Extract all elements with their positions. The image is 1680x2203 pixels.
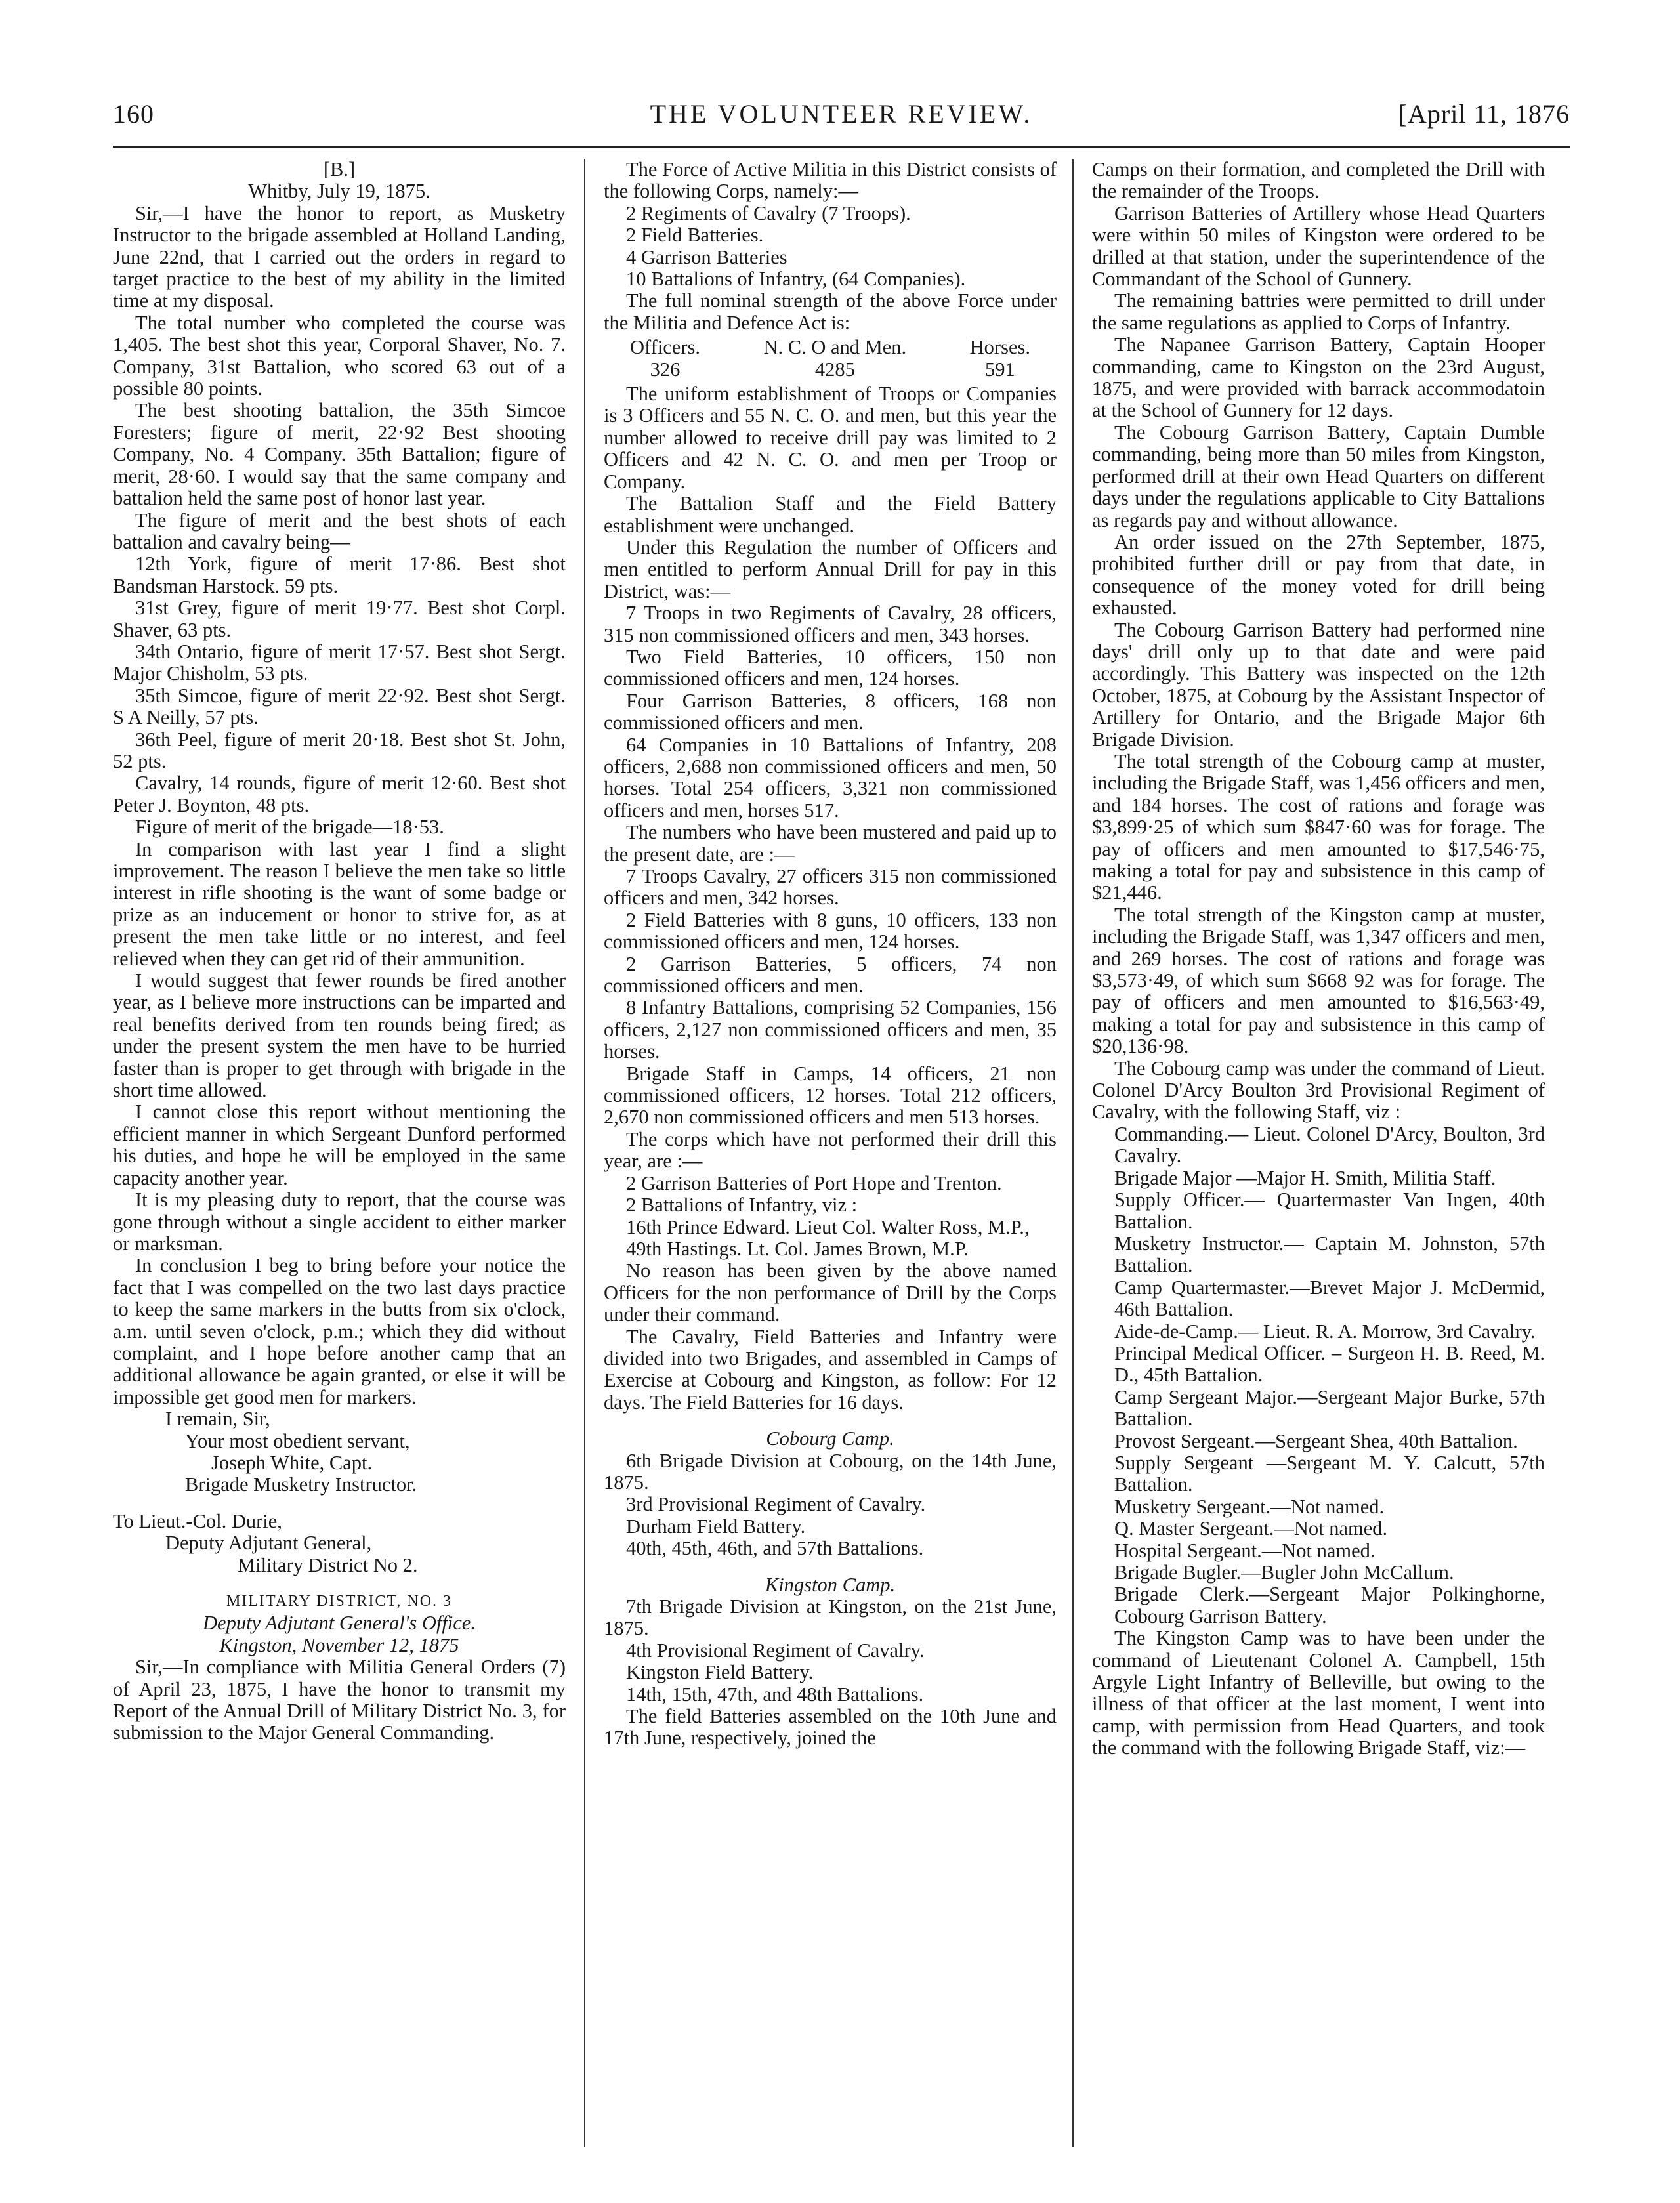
paragraph: The Napanee Garrison Battery, Captain Hooper commanding, came to Kingston on the 23rd August, 1875, and were provided with barrack accommodatoin at the School of Gunnery for 12 days. [1092,333,1545,422]
staff-entry: Principal Medical Officer. – Surgeon H. B. Reed, M. D., 45th Battalion. [1114,1341,1545,1387]
list-item: 40th, 45th, 46th, and 57th Battalions. [626,1537,924,1560]
staff-entry: Brigade Major —Major H. Smith, Militia Staff. [1114,1166,1496,1189]
paragraph: Sir,—I have the honor to report, as Musketry Instructor to the brigade assembled at Holland Landing, June 22nd, that I carried out the orders in regard to target practice to the best of my ability in the limited time at my disposal. [113,201,566,312]
paragraph: 2 Battalions of Infantry, viz : [626,1194,858,1217]
page-number: 160 [113,99,154,129]
paragraph: The uniform establishment of Troops or Companies is 3 Officers and 55 N. C. O. and men, but this year the number allowed to receive drill pay was limited to 2 Officers and 42 N. C. O. and men per Troop or Company. [604,383,1057,493]
paragraph: No reason has been given by the above named Officers for the non performance of Drill by the Corps under their command. [604,1259,1057,1326]
table-header: Officers. [630,336,700,359]
staff-entry: Commanding.— Lieut. Colonel D'Arcy, Boulton, 3rd Cavalry. [1114,1122,1545,1167]
paragraph: 16th Prince Edward. Lieut Col. Walter Ross, M.P., [626,1215,1030,1238]
addressee-line: To Lieut.-Col. Durie, [113,1509,282,1532]
paragraph: 12th York, figure of merit 17·86. Best shot Bandsman Harstock. 59 pts. [113,553,566,597]
paragraph: 7 Troops in two Regiments of Cavalry, 28 officers, 315 non commissioned officers and men, 343 horses. [604,602,1057,646]
paragraph: 35th Simcoe, figure of merit 22·92. Best shot Sergt. S A Neilly, 57 pts. [113,684,566,729]
paragraph: 2 Garrison Batteries, 5 officers, 74 non commissioned officers and men. [604,952,1057,997]
paragraph: The Cobourg camp was under the command of Lieut. Colonel D'Arcy Boulton 3rd Provisional Regiment of Cavalry, with the following Staff, viz : [1092,1057,1545,1123]
column-2 [604,159,1057,2154]
table-cell: 4285 [814,358,855,381]
paragraph: It is my pleasing duty to report, that the course was gone through without a single accident to either marker or marksman. [113,1188,566,1255]
staff-entry: Brigade Clerk.—Sergeant Major Polkinghorne, Cobourg Garrison Battery. [1114,1583,1545,1627]
staff-entry: Supply Sergeant —Sergeant M. Y. Calcutt, 57th Battalion. [1114,1451,1545,1496]
paragraph: The Force of Active Militia in this District consists of the following Corps, namely:— [604,159,1057,203]
paragraph: The remaining battries were permitted to drill under the same regulations as applied to Corps of Infantry. [1092,289,1545,334]
section-tag: [B.] [323,159,356,180]
paragraph: Two Field Batteries, 10 officers, 150 non commissioned officers and men, 124 horses. [604,645,1057,690]
table-header: Horses. [969,336,1030,359]
paragraph: The best shooting battalion, the 35th Simcoe Foresters; figure of merit, 22·92 Best shooting Company, No. 4 Company. 35th Battalion; figure of merit, 28·60. I would say that the same company and battalion held the same post of honor last year. [113,399,566,510]
staff-entry: Musketry Instructor.— Captain M. Johnston, 57th Battalion. [1114,1232,1545,1277]
list-item: 4 Garrison Batteries [626,245,788,268]
staff-entry: Q. Master Sergeant.—Not named. [1114,1517,1388,1540]
staff-entry: Musketry Sergeant.—Not named. [1114,1495,1385,1518]
table-header: N. C. O and Men. [763,336,907,359]
paragraph: 49th Hastings. Lt. Col. James Brown, M.P. [626,1237,969,1260]
page-header [113,98,1570,144]
paragraph: An order issued on the 27th September, 1875, prohibited further drill or pay from that date, in consequence of the money voted for drill being exhausted. [1092,530,1545,619]
paragraph: The Cobourg Garrison Battery had performed nine days' drill only up to that date and were paid accordingly. This Battery was inspected on the 12th October, 1875, at Cobourg by the Assistant Inspector of Artillery for Ontario, and the Brigade Major 6th Brigade Division. [1092,618,1545,751]
dateline: Whitby, July 19, 1875. [248,180,430,203]
paragraph: 31st Grey, figure of merit 19·77. Best shot Corpl. Shaver, 63 pts. [113,597,566,641]
staff-entry: Brigade Bugler.—Bugler John McCallum. [1114,1561,1454,1584]
paragraph: I would suggest that fewer rounds be fired another year, as I believe more instructions can be imparted and real benefits derived from ten rounds being fired; as under the present system the men have to be hurried faster than is proper to get through with brigade in the short time allowed. [113,969,566,1102]
paragraph: The total number who completed the course was 1,405. The best shot this year, Corporal Shaver, No. 7. Company, 31st Battalion, who scored 63 out of a possible 80 points. [113,311,566,400]
camp-heading: Kingston Camp. [765,1573,896,1596]
paragraph: 34th Ontario, figure of merit 17·57. Best shot Sergt. Major Chisholm, 53 pts. [113,640,566,685]
header-rule [113,146,1570,148]
list-item: Kingston Field Battery. [626,1661,814,1684]
signature-line: Your most obedient servant, [185,1429,410,1452]
addressee-line: Military District No 2. [238,1553,418,1576]
paragraph: The Cavalry, Field Batteries and Infantry were divided into two Brigades, and assembled in Camps of Exercise at Cobourg and Kingston, as follow: For 12 days. The Field Batteries for 16 days. [604,1325,1057,1414]
paragraph: The corps which have not performed their drill this year, are :— [604,1127,1057,1173]
strength-column [763,337,906,381]
paragraph: 2 Field Batteries with 8 guns, 10 officers, 133 non commissioned officers and men, 124 horses. [604,908,1057,954]
paragraph: 36th Peel, figure of merit 20·18. Best shot St. John, 52 pts. [113,728,566,772]
strength-table [604,334,1057,383]
staff-entry: Provost Sergeant.—Sergeant Shea, 40th Battalion. [1114,1429,1518,1452]
office-heading: Deputy Adjutant General's Office. [203,1612,476,1635]
column-divider [584,159,585,2147]
staff-entry: Hospital Sergeant.—Not named. [1114,1539,1376,1562]
paragraph: I cannot close this report without mentioning the efficient manner in which Sergeant Dunford performed his duties, and hope he will be employed in the same capacity another year. [113,1101,566,1189]
table-cell: 326 [650,358,681,381]
signature-name: Joseph White, Capt. [211,1451,373,1474]
strength-column [630,337,700,381]
list-item: 4th Provisional Regiment of Cavalry. [626,1639,925,1662]
office-dateline: Kingston, November 12, 1875 [219,1633,459,1656]
list-item: 3rd Provisional Regiment of Cavalry. [626,1493,926,1516]
list-item: 14th, 15th, 47th, and 48th Battalions. [626,1683,924,1706]
camp-heading: Cobourg Camp. [766,1427,894,1450]
paragraph: 64 Companies in 10 Battalions of Infantry, 208 officers, 2,688 non commissioned officers and men, 50 horses. Total 254 officers, 3,321 non commissioned officers and men, horses 517. [604,733,1057,822]
paragraph: Under this Regulation the number of Officers and men entitled to perform Annual Drill for pay in this District, was:— [604,535,1057,602]
newspaper-title: THE VOLUNTEER REVIEW. [650,99,1033,129]
column-divider [1072,159,1074,2147]
paragraph: Sir,—In compliance with Militia General Orders (7) of April 23, 1875, I have the honor to transmit my Report of the Annual Drill of Military District No. 3, for submission to the Major General Commanding. [113,1656,566,1744]
column-1 [113,159,566,2154]
staff-entry: Camp Sergeant Major.—Sergeant Major Burke, 57th Battalion. [1114,1385,1545,1431]
paragraph: The field Batteries assembled on the 10th June and 17th June, respectively, joined the [604,1705,1057,1750]
paragraph: The Cobourg Garrison Battery, Captain Dumble commanding, being more than 50 miles from Kingston, performed drill at their own Head Quarters on different days under the regulations applicable to City Battalions as regards pay and without allowance. [1092,421,1545,532]
section-heading: MILITARY DISTRICT, NO. 3 [226,1593,453,1610]
list-item: 10 Battalions of Infantry, (64 Companies). [626,268,966,291]
signature-title: Brigade Musketry Instructor. [185,1473,417,1496]
paragraph: Camps on their formation, and completed the Drill with the remainder of the Troops. [1092,159,1545,203]
paragraph: The full nominal strength of the above Force under the Militia and Defence Act is: [604,289,1057,334]
strength-column [970,337,1030,381]
paragraph: 7 Troops Cavalry, 27 officers 315 non commissioned officers and men, 342 horses. [604,865,1057,910]
paragraph: 6th Brigade Division at Cobourg, on the 14th June, 1875. [604,1449,1057,1494]
paragraph: In conclusion I beg to bring before your notice the fact that I was compelled on the two last days practice to keep the same markers in the butts from six o'clock, a.m. until seven o'clock, p.m.; which they did without complaint, and I hope before another camp that an additional allowance be again granted, or else it will be impossible get good men for markers. [113,1254,566,1408]
addressee-line: Deputy Adjutant General, [165,1532,372,1555]
paragraph: The total strength of the Cobourg camp at muster, including the Brigade Staff, was 1,456 officers and men, and 184 horses. The cost of rations and forage was $3,899·25 of which sum $847·60 was for forage. The pay of officers and men amounted to $17,546·75, making a total for pay and subsistence in this camp of $21,446. [1092,749,1545,904]
paragraph: Brigade Staff in Camps, 14 officers, 21 non commissioned officers, 12 horses. Total 212 officers, 2,670 non commissioned officers and men 513 horses. [604,1062,1057,1129]
list-item: 2 Field Batteries. [626,224,764,247]
paragraph: The numbers who have been mustered and paid up to the present date, are :— [604,821,1057,866]
table-cell: 591 [984,358,1015,381]
paragraph: 2 Garrison Batteries of Port Hope and Trenton. [626,1171,1002,1194]
list-item: Durham Field Battery. [626,1515,806,1538]
paragraph: The figure of merit and the best shots of each battalion and cavalry being— [113,509,566,553]
signature-line: I remain, Sir, [165,1408,270,1431]
paragraph: Garrison Batteries of Artillery whose Head Quarters were within 50 miles of Kingston were ordered to be drilled at that station, under the superintendence of the Commandant of the School of Gunnery. [1092,201,1545,291]
paragraph: 8 Infantry Battalions, comprising 52 Companies, 156 officers, 2,127 non commissioned officers and men, 35 horses. [604,996,1057,1063]
paragraph: The total strength of the Kingston camp at muster, including the Brigade Staff, was 1,347 officers and men, and 269 horses. The cost of rations and forage was $3,573·49, of which sum $668 92 was for forage. The pay of officers and men amounted to $16,563·49, making a total for pay and subsistence in this camp of $20,136·98. [1092,903,1545,1058]
issue-date: [April 11, 1876 [1398,99,1570,129]
staff-entry: Supply Officer.— Quartermaster Van Ingen, 40th Battalion. [1114,1188,1545,1233]
paragraph: Four Garrison Batteries, 8 officers, 168 non commissioned officers and men. [604,689,1057,734]
column-3 [1092,159,1545,2154]
staff-entry: Camp Quartermaster.—Brevet Major J. McDermid, 46th Battalion. [1114,1276,1545,1321]
paragraph: The Battalion Staff and the Field Battery establishment were unchanged. [604,492,1057,537]
paragraph: 7th Brigade Division at Kingston, on the 21st June, 1875. [604,1595,1057,1640]
paragraph: In comparison with last year I find a slight improvement. The reason I believe the men take so little interest in rifle shooting is the want of some badge or prize as an inducement or honor to strive for, as at present the men take little or no interest, and feel relieved when they can get rid of their ammunition. [113,837,566,970]
paragraph: The Kingston Camp was to have been under the command of Lieutenant Colonel A. Campbell, 15th Argyle Light Infantry of Belleville, but owing to the illness of that officer at the last moment, I went into camp, with permission from Head Quarters, and took the command with the following Brigade Staff, viz:— [1092,1627,1545,1759]
list-item: 2 Regiments of Cavalry (7 Troops). [626,201,911,224]
staff-entry: Aide-de-Camp.— Lieut. R. A. Morrow, 3rd Cavalry. [1114,1320,1536,1343]
paragraph: Cavalry, 14 rounds, figure of merit 12·60. Best shot Peter J. Boynton, 48 pts. [113,772,566,816]
paragraph: Figure of merit of the brigade—18·53. [135,816,444,839]
